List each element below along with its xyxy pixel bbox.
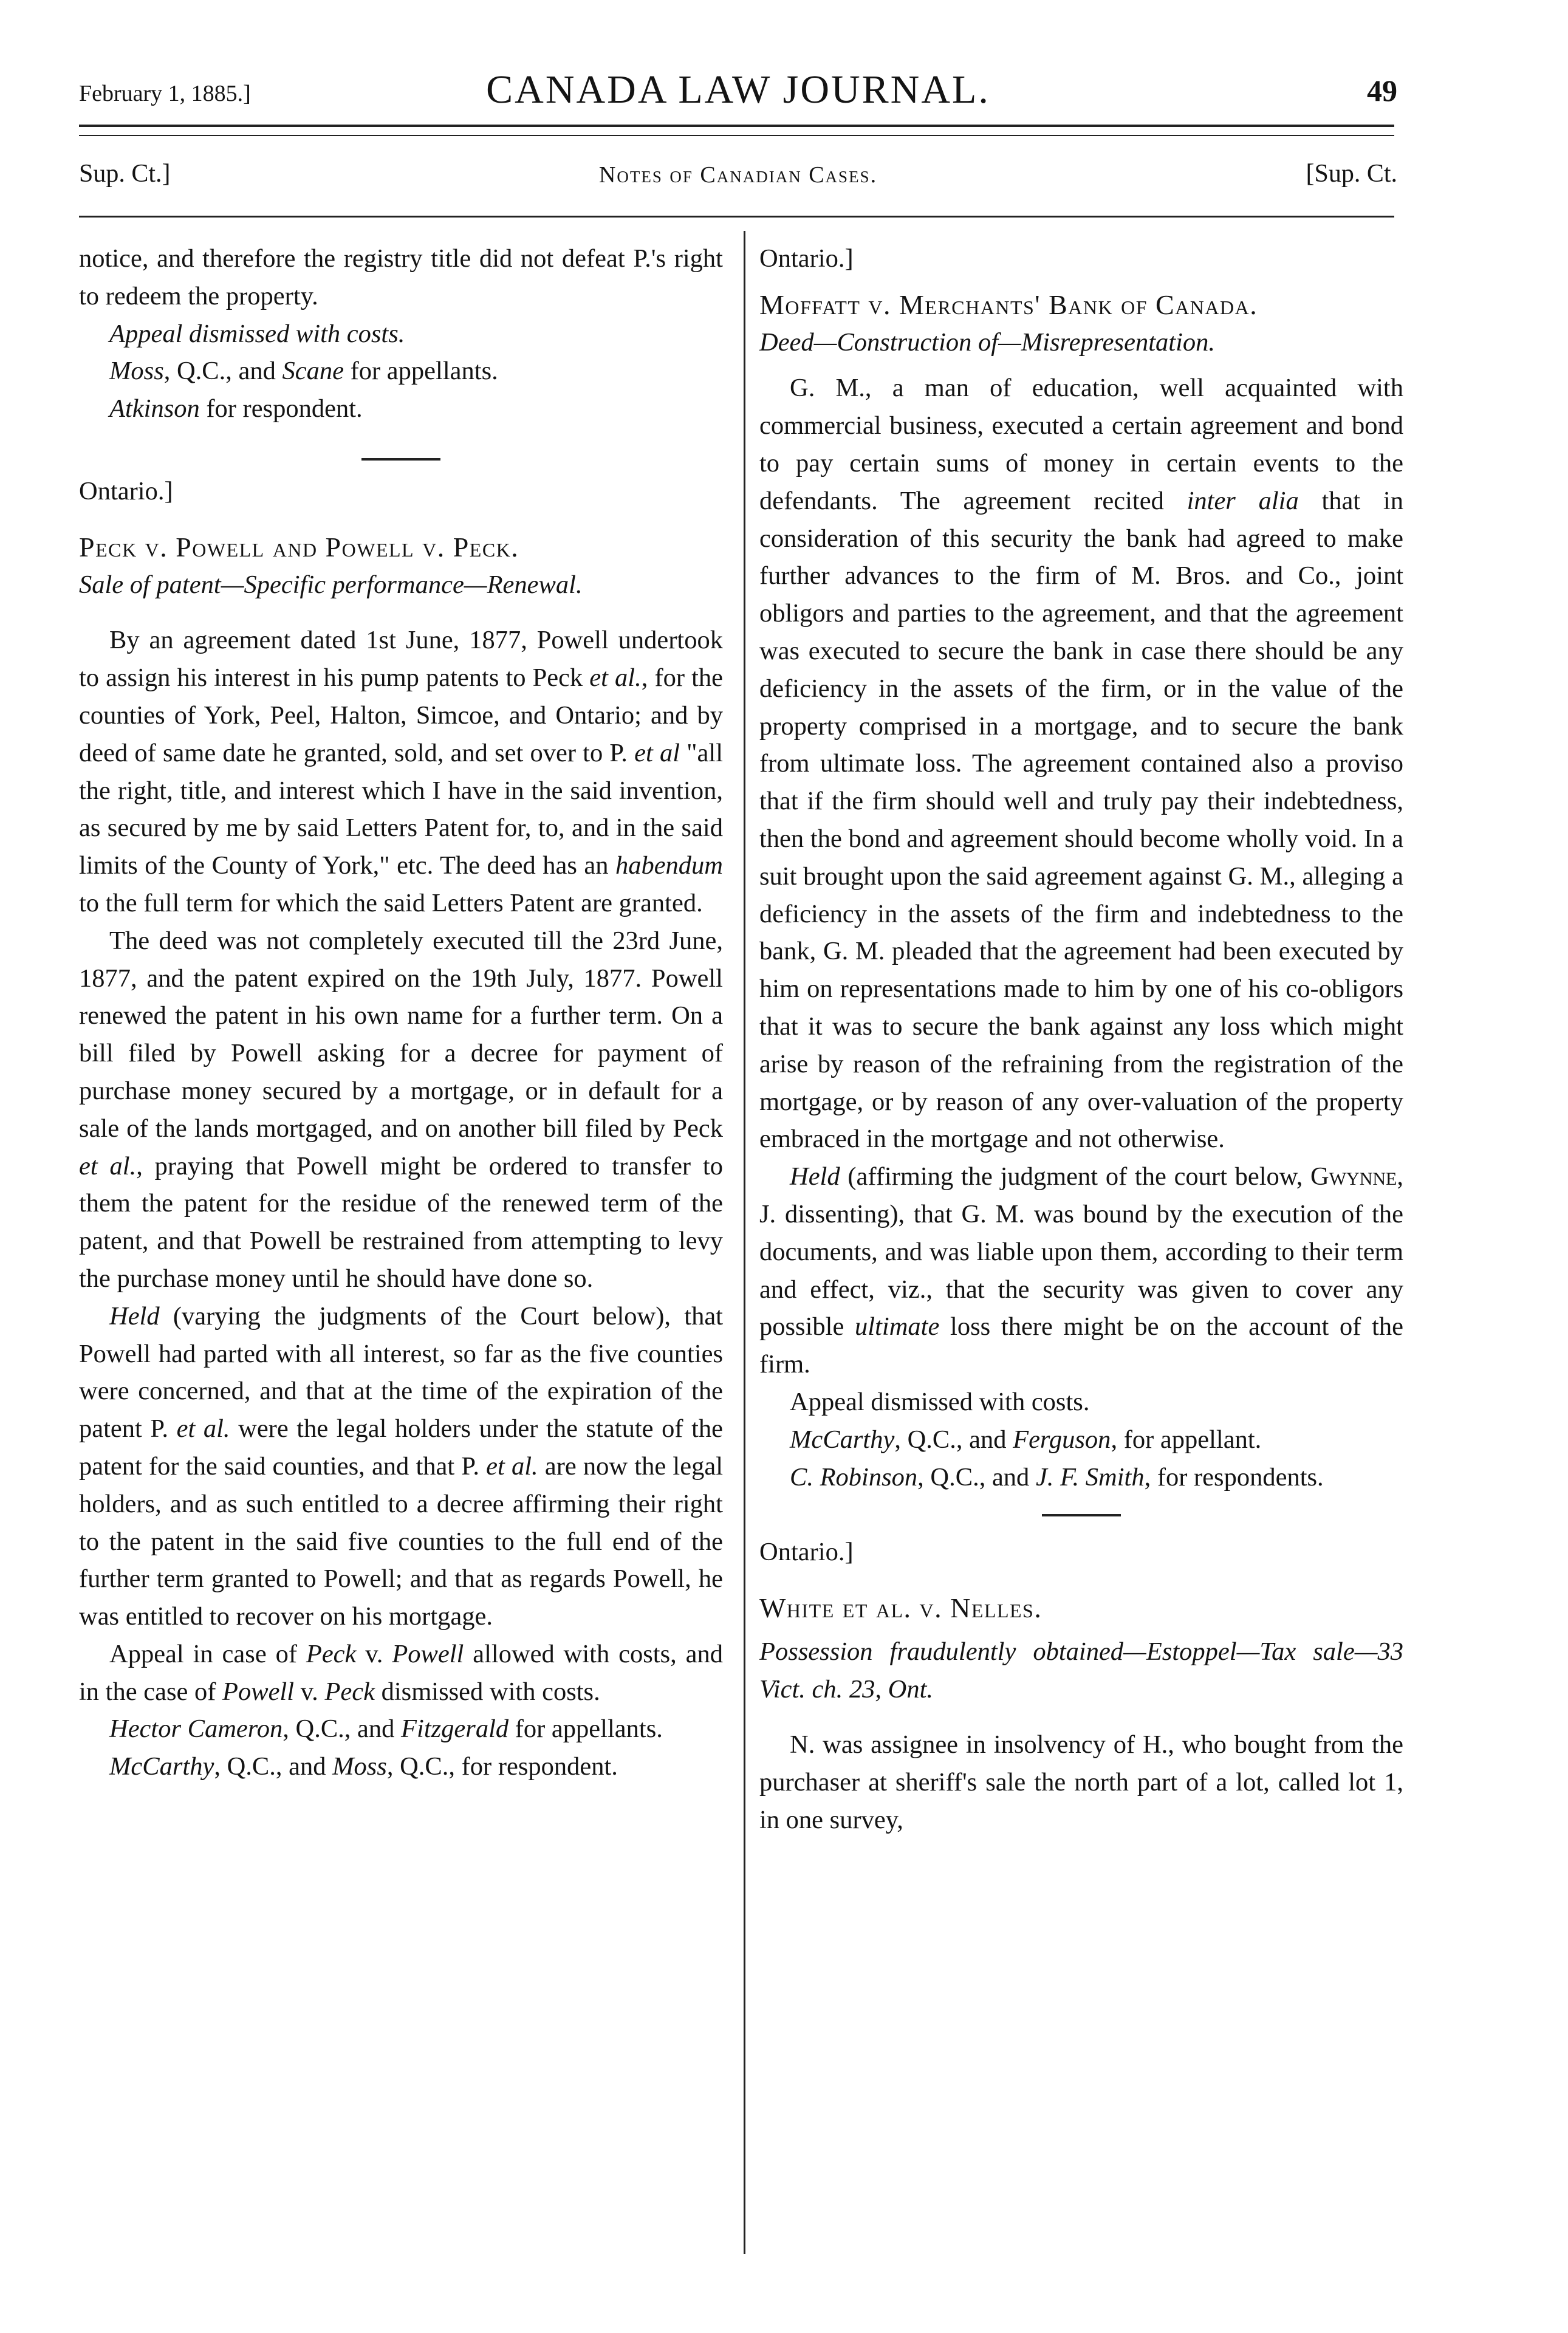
header-rule-thin [79, 135, 1394, 136]
case-court: Ontario.] [759, 244, 854, 273]
case-court: Ontario.] [79, 476, 173, 505]
counsel-line: Atkinson for respondent. [109, 394, 363, 423]
case-paragraph: By an agreement dated 1st June, 1877, Powell undertook to assign his interest in his pump patents to Peck et al., for the counties of York, Peel, Halton, Simcoe, and Ontario; and by deed of same date he granted, sold, and set over to P. et al "all the right, title, and interest which I have in the said invention, as secured by me by said Letters Patent for, to, and in the said limits of the County of York," etc. The deed has an habendum to the full term for which the said Letters Patent are granted. [79, 626, 724, 917]
continuation-paragraph: notice, and therefore the registry title did not defeat P.'s right to redeem the property. [79, 244, 723, 310]
header-rule-thick [79, 125, 1394, 127]
right-column [759, 240, 1403, 1839]
disposition: Appeal dismissed with costs. [109, 319, 405, 348]
counsel-line: C. Robinson, Q.C., and J. F. Smith, for respondents. [790, 1462, 1324, 1492]
counsel-line: McCarthy, Q.C., and Ferguson, for appellant. [790, 1425, 1262, 1454]
case-paragraph: N. was assignee in insolvency of H., who bought from the purchaser at sheriff's sale the north part of a lot, called lot 1, in one survey, [759, 1730, 1403, 1835]
case-title: White et al. v. Nelles. [759, 1592, 1042, 1624]
court-left: Sup. Ct.] [79, 160, 171, 188]
disposition: Appeal dismissed with costs. [790, 1387, 1090, 1416]
left-column [79, 240, 723, 1786]
disposition-paragraph: Appeal in case of Peck v. Powell allowed with costs, and in the case of Powell v. Peck dismissed with costs. [79, 1639, 723, 1706]
court-right: [Sup. Ct. [1306, 160, 1397, 188]
counsel-line: Hector Cameron, Q.C., and Fitzgerald for appellants. [109, 1715, 663, 1744]
section-title: Notes of Canadian Cases. [598, 162, 878, 188]
case-paragraph: G. M., a man of education, well acquainted with commercial business, executed a certain agreement and bond to pay certain sums of money in certain events to the defendants. The agreement recited inter alia that in consideration of this security the bank had agreed to make further advances to the firm of M. Bros. and Co., joint obligors and parties to the agreement, and that the agreement was executed to secure the bank in case there should be any deficiency in the assets of the firm, or in the value of the property comprised in a mortgage, and to secure the bank from ultimate loss. The agreement contained also a proviso that if the firm should well and truly pay their indebtedness, then the bond and agreement should become wholly void. In a suit brought upon the said agreement against G. M., alleging a deficiency in the assets of the firm and indebtedness to the bank, G. M. pleaded that the agreement had been executed by him on representations made to him by one of his co-obligors that it was to secure the bank against any loss which might arise by reason of the refraining from the registration of the mortgage, or by reason of any over-valuation of the property embraced in the mortgage and not otherwise. [759, 374, 1403, 1154]
case-headnote: Possession fraudulently obtained—Estoppel—Tax sale—33 Vict. ch. 23, Ont. [759, 1637, 1403, 1704]
case-headnote: Deed—Construction of—Misrepresentation. [759, 327, 1215, 357]
case-title: Peck v. Powell and Powell v. Peck. [79, 531, 519, 563]
case-headnote: Sale of patent—Specific performance—Renewal. [79, 570, 583, 599]
counsel-line: Moss, Q.C., and Scane for appellants. [109, 357, 498, 386]
page-number: 49 [1367, 74, 1397, 108]
running-head [79, 67, 1397, 128]
section-head [79, 159, 1397, 202]
section-rule [79, 216, 1394, 218]
case-title: Moffatt v. Merchants' Bank of Canada. [759, 289, 1258, 320]
case-separator [1042, 1514, 1121, 1516]
case-separator [361, 458, 440, 461]
counsel-line: McCarthy, Q.C., and Moss, Q.C., for respondent. [109, 1752, 618, 1781]
journal-title: CANADA LAW JOURNAL. [486, 67, 990, 112]
column-divider [744, 231, 745, 2254]
case-court: Ontario.] [759, 1538, 854, 1567]
holding-paragraph: Held (varying the judgments of the Court below), that Powell had parted with all interest, so far as the five counties were concerned, and that at the time of the expiration of the patent P. et al. were the legal holders under the statute of the patent for the said counties, and that P. et al. are now the legal holders, and as such entitled to a decree affirming their right to the patent in the said five counties to the full end of the further term granted to Powell; and that as regards Powell, he was entitled to recover on his mortgage. [79, 1301, 723, 1631]
case-paragraph: The deed was not completely executed till the 23rd June, 1877, and the patent expired on the 19th July, 1877. Powell renewed the patent in his own name for a further term. On a bill filed by Powell asking for a decree for payment of purchase money secured by a mortgage, or in default for a sale of the lands mortgaged, and on another bill filed by Peck et al., praying that Powell might be ordered to transfer to them the patent for the residue of the renewed term of the patent, and that Powell be restrained from attempting to levy the purchase money until he should have done so. [79, 926, 723, 1293]
issue-date: February 1, 1885.] [79, 81, 251, 106]
holding-paragraph: Held (affirming the judgment of the court below, Gwynne, J. dissenting), that G. M. was bound by the execution of the documents, and was liable upon them, according to their term and effect, viz., that the security was given to cover any possible ultimate loss there might be on the account of the firm. [759, 1162, 1403, 1379]
